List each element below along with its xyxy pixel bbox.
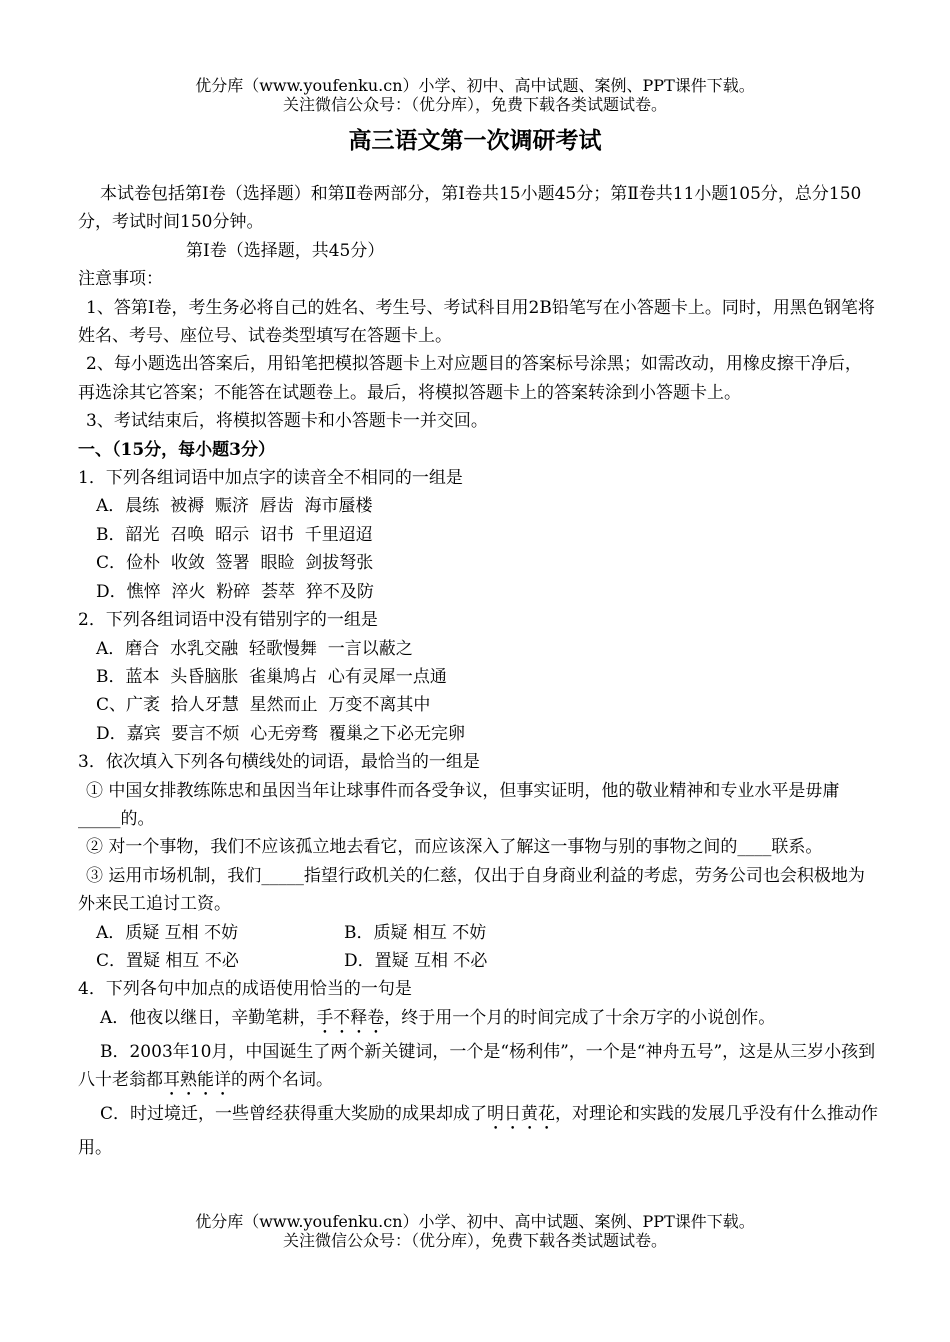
q3-sentence-2: ② 对一个事物，我们不应该孤立地去看它，而应该深入了解这一事物与别的事物之间的____联系。 [86,837,823,858]
q3-options-row-2 [78,947,878,975]
q4-option-c: C．时过境迁，一些曾经获得重大奖励的成果却成了明日黄花，对理论和实践的发展几乎没有什么推动作用。 [78,1104,879,1159]
q3-options-row-1 [78,919,878,947]
q3-option-a: A．质疑 互相 不妨 [96,922,239,943]
q2-option-d: D．嘉宾 要言不烦 心无旁骛 覆巢之下必无完卵 [96,723,466,744]
q1-stem: 1．下列各组词语中加点字的读音全不相同的一组是 [78,468,463,489]
q1-option-c: C．俭朴 收敛 签署 眼睑 剑拔弩张 [96,553,374,574]
header-line-2: 关注微信公众号：（优分库），免费下载各类试题试卷。 [282,95,667,114]
q3-stem: 3．依次填入下列各句横线处的词语，最恰当的一组是 [78,752,480,773]
q3-option-b: B．质疑 相互 不妨 [344,922,487,943]
q3-option-d: D．置疑 互相 不必 [344,950,488,971]
q2-option-c: C、广袤 拾人牙慧 星然而止 万变不离其中 [96,695,431,716]
q2-stem: 2．下列各组词语中没有错别字的一组是 [78,610,378,631]
q1-option-d: D．憔悴 淬火 粉碎 荟萃 猝不及防 [96,581,374,602]
q3-option-c: C．置疑 相互 不必 [96,950,239,971]
exam-title: 高三语文第一次调研考试 [348,128,602,154]
footer-line-2: 关注微信公众号：（优分库），免费下载各类试题试卷。 [282,1231,667,1250]
page-header [0,76,950,114]
section-1-heading: 一、（15分，每小题3分） [78,439,275,460]
q4-a-dotted-idiom: 手不释卷 [316,1007,385,1028]
notice-item-3: 3、考试结束后，将模拟答题卡和小答题卡一并交回。 [86,411,488,432]
q2-option-b: B．蓝本 头昏脑胀 雀巢鸠占 心有灵犀一点通 [96,666,447,687]
q4-option-a: A．他夜以继日，辛勤笔耕，手不释卷，终于用一个月的时间完成了十余万字的小说创作。 [100,1007,776,1028]
part1-heading: 第Ⅰ卷（选择题，共45分） [186,240,385,261]
q4-option-b: B．2003年10月，中国诞生了两个新关键词，一个是“杨利伟”，一个是“神舟五号”，这是从三岁小孩到八十老翁都耳熟能详的两个名词。 [78,1041,876,1091]
page-footer [0,1212,950,1250]
footer-line-1: 优分库（www.youfenku.cn）小学、初中、高中试题、案例、PPT课件下载。 [195,1212,755,1231]
q4-c-dotted-idiom: 明日黄花 [487,1104,556,1125]
q4-stem: 4．下列各句中加点的成语使用恰当的一句是 [78,979,412,1000]
header-line-1: 优分库（www.youfenku.cn）小学、初中、高中试题、案例、PPT课件下载。 [195,76,755,95]
notice-item-2: 2、每小题选出答案后，用铅笔把模拟答题卡上对应题目的答案标号涂黑；如需改动，用橡皮擦干净后，再选涂其它答案；不能答在试题卷上。最后，将模拟答题卡上的答案转涂到小答题卡上。 [78,354,862,403]
exam-body [78,180,878,1163]
q3-sentence-1: ① 中国女排教练陈忠和虽因当年让球事件而各受争议，但事实证明，他的敬业精神和专业水平是毋庸_____的。 [78,780,840,829]
q1-option-a: A．晨练 被褥 赈济 唇齿 海市蜃楼 [96,496,373,517]
q1-option-b: B．韶光 召唤 昭示 诏书 千里迢迢 [96,524,373,545]
q3-sentence-3: ③ 运用市场机制，我们_____指望行政机关的仁慈，仅出于自身商业利益的考虑，劳务公司也会积极地为外来民工追讨工资。 [78,865,865,915]
q2-option-a: A．磨合 水乳交融 轻歌慢舞 一言以蔽之 [96,638,413,659]
notice-item-1: 1、答第I卷，考生务必将自己的姓名、考生号、考试科目用2B铅笔写在小答题卡上。同时，用黑色钢笔将姓名、考号、座位号、试卷类型填写在答题卡上。 [78,297,875,347]
intro-paragraph: 本试卷包括第Ⅰ卷（选择题）和第Ⅱ卷两部分，第Ⅰ卷共15小题45分；第Ⅱ卷共11小题105分，总分150分，考试时间150分钟。 [78,184,862,233]
notice-label: 注意事项： [78,269,163,290]
q4-b-dotted-idiom: 耳熟能详 [163,1070,231,1091]
